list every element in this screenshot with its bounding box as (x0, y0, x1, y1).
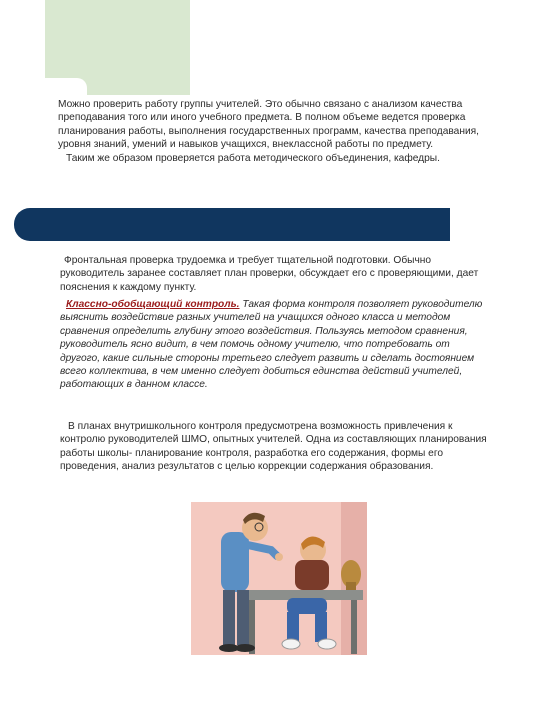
class-control-text: Такая форма контроля позволяет руководителю выяснить воздействие разных учителей на учащихся одного класса и методом сравнения определить глубину этого воздействия. Пользуясь методом сравнения, руководитель ясно видит, в чем помочь одному учителю, что потребовать от другого, какие сильные стороны третьего следует развить и сделать достоянием всего коллектива, в чем именно следует добиться единства действий учителей, работающих в данном классе. (60, 299, 483, 391)
paragraph-frontal-check: Фронтальная проверка трудоемка и требует тщательной подготовки. Обычно руководитель заранее составляет план проверки, обсуждает его с проверяющими, дает пояснения к каждому пункту. (60, 255, 479, 293)
paragraph-group-check (58, 98, 490, 165)
paragraph-class-control (60, 298, 492, 392)
left-margin (0, 0, 45, 720)
teacher-student-svg (191, 502, 367, 655)
paragraph-group-check-text: Можно проверить работу группы учителей. Это обычно связано с анализом качества преподавания того или иного учебного предмета. В полном объеме ведется проверка планирования работы, выполнения государственных программ, качества преподавания, уровня знаний, умений и навыков учащихся, внеклассной работы по предмету. (58, 99, 480, 151)
teacher-student-illustration (191, 502, 367, 655)
blue-divider-bar (14, 208, 450, 241)
paragraph-internal-control: В планах внутришкольного контроля предусмотрена возможность привлечения к контролю руководителей ШМО, опытных учителей. Одна из составляющих планирования работы школы- планирование контроля, разработка его содержания, формы его проведения, анализ результатов с целью коррекции содержания образования. (60, 421, 487, 473)
paragraph-methodical-check: Таким же образом проверяется работа методического объединения, кафедры. (66, 152, 440, 164)
class-control-heading: Классно-обобщающий контроль. (66, 299, 240, 310)
